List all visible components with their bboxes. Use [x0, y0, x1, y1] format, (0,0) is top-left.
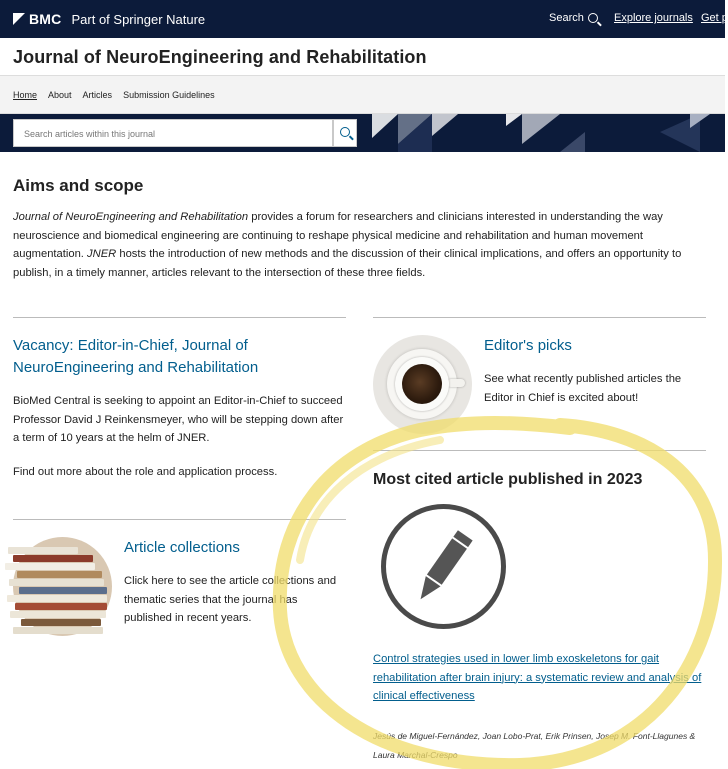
aims-paragraph: Journal of NeuroEngineering and Rehabilitation provides a forum for researchers and clinicians interested in understanding the way neuroscience and biomedical engineering are continuing to reshape physical medicine and rehabilitation and human movement augmentation. JNER hosts the introduction of new methods and the discussion of their clinical implications, and offers an opportunity to publish, in a timely manner, articles relevant to the intersection of these three fields.: [13, 211, 682, 279]
aims-heading: Aims and scope: [13, 176, 144, 195]
nav-home[interactable]: Home: [13, 89, 38, 100]
editors-picks-text: See what recently published articles the Editor in Chief is excited about!: [484, 373, 682, 404]
divider: [373, 317, 706, 318]
bmc-logo[interactable]: [13, 11, 205, 27]
divider: [13, 519, 346, 520]
collections-title-link[interactable]: Article collections: [124, 539, 240, 556]
journal-header: [0, 38, 725, 76]
vacancy-more-text: Find out more about the role and application process.: [13, 466, 278, 478]
nav-articles[interactable]: Articles: [82, 89, 113, 100]
most-cited-article-link[interactable]: Control strategies used in lower limb exoskeletons for gait rehabilitation after brain injury: a systematic review and analysis of clinical effectiveness: [373, 653, 702, 702]
journal-name-italic: Journal of NeuroEngineering and Rehabilitation: [13, 211, 249, 223]
top-bar: [0, 0, 728, 38]
nav-about[interactable]: About: [48, 89, 72, 100]
jner-abbr: JNER: [87, 248, 117, 260]
coffee-cup-image[interactable]: [373, 335, 472, 434]
search-icon: [588, 13, 598, 23]
top-search-label: Search: [549, 12, 584, 24]
collections-text: Click here to see the article collections and thematic series that the journal has published in recent years.: [124, 575, 337, 624]
most-cited-heading: Most cited article published in 2023: [373, 471, 643, 488]
vacancy-title-link[interactable]: Vacancy: Editor-in-Chief, Journal of NeuroEngineering and Rehabilitation: [13, 337, 259, 376]
journal-search-input[interactable]: [13, 119, 333, 147]
search-placeholder: Search articles within this journal: [24, 129, 156, 139]
search-icon: [340, 127, 350, 137]
journal-nav: [0, 76, 725, 114]
search-submit-button[interactable]: [333, 119, 357, 147]
most-cited-authors: Jesús de Miguel-Fernández, Joan Lobo-Prat, Erik Prinsen, Josep M. Font-Llagunes & Laura Marchal-Crespo: [373, 731, 696, 760]
journal-title[interactable]: Journal of NeuroEngineering and Rehabilitation: [13, 47, 427, 67]
bmc-logo-icon: [13, 13, 25, 25]
top-search-button[interactable]: [549, 12, 598, 24]
explore-journals-link[interactable]: Explore journals: [614, 12, 693, 24]
divider: [373, 450, 706, 451]
editors-picks-title-link[interactable]: Editor's picks: [484, 337, 572, 354]
brand-name: BMC: [29, 11, 62, 27]
get-published-link[interactable]: Get p: [701, 12, 728, 24]
brand-subtitle: Part of Springer Nature: [71, 11, 206, 27]
nav-submission-guidelines[interactable]: Submission Guidelines: [123, 89, 215, 100]
divider: [13, 317, 346, 318]
vacancy-text: BioMed Central is seeking to appoint an Editor-in-Chief to succeed Professor David J Reinkensmeyer, who will be stepping down after a term of 10 years at the helm of JNER.: [13, 395, 344, 444]
books-image[interactable]: [13, 537, 112, 636]
pencil-icon: [380, 503, 507, 630]
